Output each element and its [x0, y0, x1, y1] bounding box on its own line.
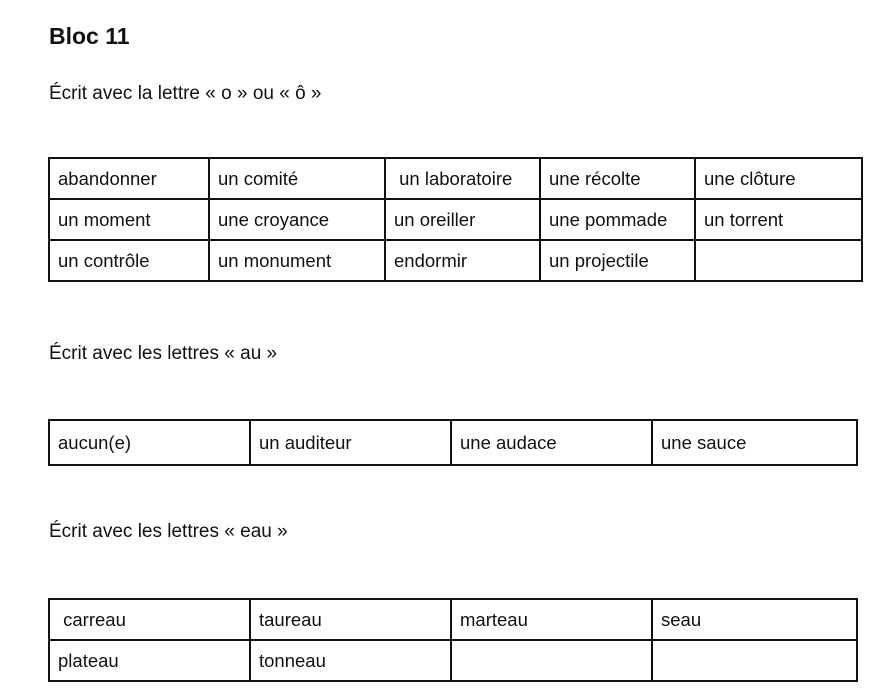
word-cell: marteau — [451, 599, 652, 640]
word-cell: un auditeur — [250, 420, 451, 465]
word-cell: aucun(e) — [49, 420, 250, 465]
table-row — [49, 599, 857, 640]
section-heading-o: Écrit avec la lettre « o » ou « ô » — [49, 83, 322, 104]
word-cell: un torrent — [695, 199, 862, 240]
table-row — [49, 158, 862, 199]
word-table-eau — [48, 598, 858, 682]
empty-cell — [652, 640, 857, 681]
word-cell: une audace — [451, 420, 652, 465]
word-cell: une clôture — [695, 158, 862, 199]
table-row — [49, 420, 857, 465]
word-cell: taureau — [250, 599, 451, 640]
table-row — [49, 240, 862, 281]
section-heading-au: Écrit avec les lettres « au » — [49, 343, 278, 364]
word-cell: un moment — [49, 199, 209, 240]
word-cell: une récolte — [540, 158, 695, 199]
word-cell: tonneau — [250, 640, 451, 681]
word-cell: carreau — [49, 599, 250, 640]
word-cell: une pommade — [540, 199, 695, 240]
empty-cell — [451, 640, 652, 681]
page-title: Bloc 11 — [49, 23, 130, 49]
word-table-o — [48, 157, 863, 282]
table-row — [49, 199, 862, 240]
word-cell: une sauce — [652, 420, 857, 465]
word-cell: un laboratoire — [385, 158, 540, 199]
word-cell: un monument — [209, 240, 385, 281]
table-row — [49, 640, 857, 681]
word-cell: un oreiller — [385, 199, 540, 240]
word-cell: abandonner — [49, 158, 209, 199]
word-cell: un contrôle — [49, 240, 209, 281]
word-cell: seau — [652, 599, 857, 640]
word-cell: un comité — [209, 158, 385, 199]
word-cell: une croyance — [209, 199, 385, 240]
section-heading-eau: Écrit avec les lettres « eau » — [49, 521, 288, 542]
word-cell: plateau — [49, 640, 250, 681]
word-table-au — [48, 419, 858, 466]
word-cell: un projectile — [540, 240, 695, 281]
empty-cell — [695, 240, 862, 281]
word-cell: endormir — [385, 240, 540, 281]
